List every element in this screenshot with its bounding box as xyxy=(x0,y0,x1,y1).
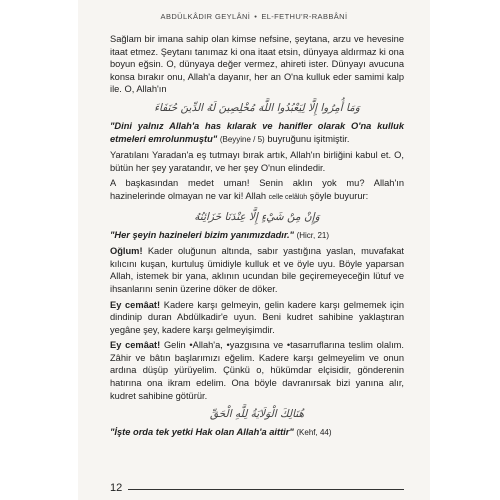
paragraph-3 xyxy=(110,177,404,204)
quote-3-reference: (Kehf, 44) xyxy=(296,428,332,438)
paragraph-4-text: Kader oluğunun altında, sabır yastığına yaslan, muvafakat kılıcını kuşan, kurtuluş ümidiyle kulluk et ve öyle uyu. Böyle yaparsan Allah, istemek bir yana, aklının ucundan bile geçiremeyeceğin lütuf ve ihsanlarını senin üzerine döker de döker. xyxy=(110,246,404,294)
quote-2 xyxy=(110,229,404,243)
paragraph-5-lead: Ey cemâat! xyxy=(110,299,161,310)
paragraph-3-text: A başkasından medet uman! Senin aklın yok mu? Allah'ın hazinelerinde olmayan ne var ki! Allah xyxy=(110,178,404,201)
quote-2-reference: (Hicr, 21) xyxy=(296,230,330,240)
quote-1-tail: buyruğunu işitmiştir. xyxy=(267,133,350,144)
quote-3-text: "İşte orda tek yetki Hak olan Allah'a aittir" xyxy=(110,427,294,438)
arabic-verse-1: وَمَا أُمِرُوا إِلَّا لِيَعْبُدُوا اللَّهَ مُخْلِصِينَ لَهُ الدِّينَ حُنَفَاءَ xyxy=(154,101,360,114)
paragraph-4-lead: Oğlum! xyxy=(110,246,143,257)
paragraph-6 xyxy=(110,339,404,402)
honorific: celle celâlüh xyxy=(268,193,308,201)
header-book-title: EL-FETHU'R-RABBÂNİ xyxy=(261,12,348,21)
quote-1 xyxy=(110,120,404,146)
paragraph-5 xyxy=(110,299,404,337)
paragraph-5-text: Kadere karşı gelmeyin, gelin kadere karşı gelmemek için dindinip duran Abdülkadir'e uyun. Beni kudret sahibine yaklaştıran yegâne şey, kadere karşı gelmeyişimdir. xyxy=(110,299,404,335)
footer-rule xyxy=(128,489,404,490)
quote-1-text: "Dini yalnız Allah'a has kılarak ve hanifler olarak O'na kulluk etmeleri emrolunmuştu" xyxy=(110,120,404,144)
page-body xyxy=(110,33,404,443)
paragraph-4 xyxy=(110,245,404,295)
quote-3 xyxy=(110,426,404,440)
page-number: 12 xyxy=(110,482,123,494)
book-page xyxy=(78,0,430,500)
arabic-verse-2: وَإِنْ مِنْ شَيْءٍ إِلَّا عِنْدَنَا خَزَائِنُهُ xyxy=(194,210,320,223)
paragraph-2: Yaratılanı Yaradan'a eş tutmayı bırak artık, Allah'ın birliğini kabul et. O, bütün her şey yaratandır, ve her şey O'nun elindedir. xyxy=(110,150,404,173)
running-header xyxy=(78,12,430,21)
header-separator: • xyxy=(254,12,258,21)
quote-2-text: "Her şeyin hazineleri bizim yanımızdadır." xyxy=(110,229,294,240)
paragraph-6-text: Gelin •Allah'a, •yazgısına ve •tasarruflarına teslim olalım. Zâhir ve bâtın başlarımızı eğelim. Kadere karşı gelmeyelim ve onun ardına düşüp yürüyelim. Çünkü o, hükümdar elçisidir, gönderenin hatırına ona ikram edelim. Ona böyle davranırsak bizi yanına alır, kudret sahibine götürür. xyxy=(110,340,404,401)
quote-1-reference: (Beyyine / 5) xyxy=(219,134,265,144)
paragraph-6-lead: Ey cemâat! xyxy=(110,340,161,351)
paragraph-1: Sağlam bir imana sahip olan kimse nefsine, şeytana, arzu ve hevesine itaat etmez. Şeytanı tanımaz ki ona itaat etsin, dünyaya aldırmaz ki ona boyun eğsin. O, dünyaya değer vermez, ahireti ister. Dünyayı avucuna konsa bırakır onu, Allah'a dayanır, her an O'na kulluk eder samimi kalp ile. O, Allah'ın xyxy=(110,34,404,95)
arabic-verse-3: هُنَالِكَ الْوَلَايَةُ لِلَّهِ الْحَقِّ xyxy=(209,408,304,421)
paragraph-3-end: şöyle buyurur: xyxy=(309,190,369,201)
header-author: ABDÜLKÂDIR GEYLÂNİ xyxy=(160,12,251,21)
